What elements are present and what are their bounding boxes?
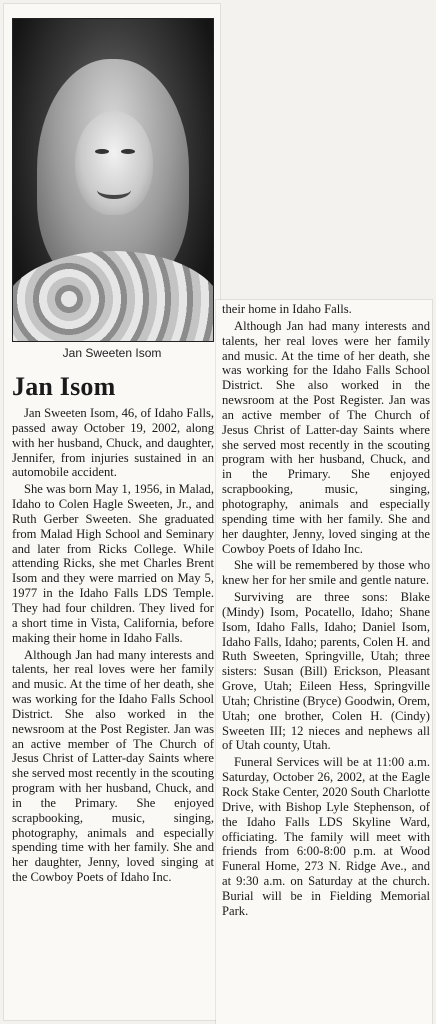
paragraph: She was born May 1, 1956, in Malad, Idaho to Colen Hagle Sweeten, Jr., and Ruth Gerber Sweeten. She graduated from Malad High School and Seminary and later from Ricks College. While attending Ricks, she met Charles Brent Isom and they were married on May 5, 1977 in the Idaho Falls LDS Temple. They had four children. They lived for a short time in Vista, California, before making their home in Idaho Falls.: [12, 482, 214, 645]
obituary-headline: Jan Isom: [12, 372, 116, 401]
paragraph: Surviving are three sons: Blake (Mindy) Isom, Pocatello, Idaho; Shane Isom, Idaho Falls, Idaho; Daniel Isom, Idaho Falls, Idaho; parents, Colen H. and Ruth Sweeten, Springville, Utah; three sisters: Susan (Bill) Erickson, Pleasant Grove, Utah; Eileen Hess, Springville Utah; Christine (Bryce) Goodwin, Orem, Utah; one brother, Colen H. (Cindy) Sweeten III; 12 nieces and nephews all of Utah county, Utah.: [222, 590, 430, 753]
photo-face: [75, 111, 153, 215]
photo-floral-top: [12, 251, 214, 342]
paragraph: Funeral Services will be at 11:00 a.m. Saturday, October 26, 2002, at the Eagle Rock Stake Center, 2020 South Charlotte Drive, with Bishop Lyle Stephenson, of the Idaho Falls LDS Skyline Ward, officiating. The family will meet with friends from 6:00-8:00 p.m. at Wood Funeral Home, 273 N. Ridge Ave., and at 9:30 a.m. on Saturday at the church. Burial will be in Fielding Memorial Park.: [222, 755, 430, 918]
photo-eye-left: [95, 149, 109, 154]
photo-eye-right: [121, 149, 135, 154]
paragraph: Although Jan had many interests and talents, her real loves were her family and music. At the time of her death, she was working for the Idaho Falls School District. She also worked in the newsroom at the Post Register. Jan was an active member of The Church of Jesus Christ of Latter-day Saints where she served most recently in the scouting program with her husband, Chuck, and in the Primary. She enjoyed scrapbooking, music, singing, photography, animals and especially spending time with her family. She and her daughter, Jenny, loved singing at the Cowboy Poets of Idaho Inc.: [222, 318, 430, 556]
photo-smile: [97, 181, 131, 199]
paragraph: Jan Sweeten Isom, 46, of Idaho Falls, passed away October 19, 2002, along with her husband, Chuck, and daughter, Jennifer, from injuries sustained in an automobile accident.: [12, 406, 214, 480]
left-column: [12, 406, 214, 1006]
photo-caption: Jan Sweeten Isom: [62, 346, 162, 360]
right-column: [222, 302, 430, 1022]
paragraph: She will be remembered by those who knew her for her smile and gentle nature.: [222, 558, 430, 588]
paragraph: their home in Idaho Falls.: [222, 302, 352, 316]
paragraph: Although Jan had many interests and talents, her real loves were her family and music. At the time of her death, she was working for the Idaho Falls School District. She also worked in the newsroom at the Post Register. Jan was an active member of The Church of Jesus Christ of Latter-day Saints where she served most recently in the scouting program with her husband, Chuck, and in the Primary. She enjoyed scrapbooking, music, singing, photography, animals and especially spending time with her family. She and her daughter, Jenny, loved singing at the Cowboy Poets of Idaho Inc.: [12, 647, 214, 885]
portrait-photo: [12, 18, 214, 342]
